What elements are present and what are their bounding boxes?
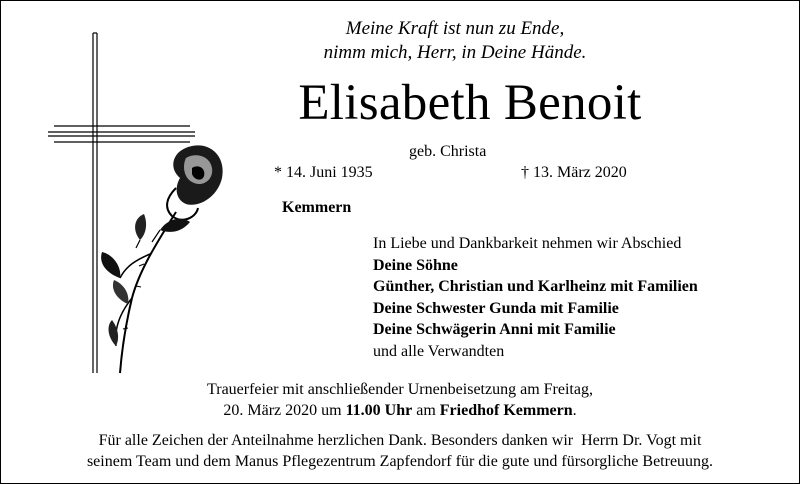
birth-date: * 14. Juni 1935 — [274, 164, 373, 181]
funeral-time: 11.00 Uhr — [345, 402, 413, 419]
motto-line-1: Meine Kraft ist nun zu Ende, — [345, 18, 565, 39]
mourners-intro: In Liebe und Dankbarkeit nehmen wir Abschied — [373, 235, 682, 252]
mourner-line: Deine Schwester Gunda mit Familie — [373, 299, 619, 317]
hometown: Kemmern — [282, 199, 352, 216]
rose-icon — [101, 145, 223, 373]
thanks-line-2: seinem Team und dem Manus Pflegezentrum Zapfendorf für die gute und fürsorgliche Betreuung. — [86, 453, 714, 470]
deceased-name: Elisabeth Benoit — [298, 75, 642, 131]
thanks-line-1: Für alle Zeichen der Anteilnahme herzlichen Dank. Besonders danken wir Herrn Dr. Vogt mit — [98, 432, 702, 449]
death-date: † 13. März 2020 — [521, 164, 627, 181]
mourners-closing: und alle Verwandten — [373, 342, 505, 360]
funeral-line-2 — [150, 400, 650, 421]
motto-line-2: nimm mich, Herr, in Deine Hände. — [323, 42, 587, 63]
mourner-line: Deine Schwägerin Anni mit Familie — [373, 321, 616, 338]
funeral-end: . — [572, 402, 577, 419]
mourners-block — [373, 233, 698, 362]
thanks-note — [20, 430, 780, 472]
born-name: geb. Christa — [409, 143, 487, 160]
funeral-location: Friedhof Kemmern — [439, 402, 573, 419]
funeral-at: am — [416, 402, 436, 419]
mourner-line: Günther, Christian und Karlheinz mit Familien — [373, 278, 698, 295]
mourner-line: Deine Söhne — [373, 256, 458, 274]
funeral-date: 20. März 2020 um — [223, 402, 342, 419]
funeral-info — [150, 379, 650, 421]
cross-icon — [48, 33, 195, 373]
funeral-line-1: Trauerfeier mit anschließender Urnenbeisetzung am Freitag, — [207, 381, 593, 398]
motto-verse — [300, 17, 610, 65]
